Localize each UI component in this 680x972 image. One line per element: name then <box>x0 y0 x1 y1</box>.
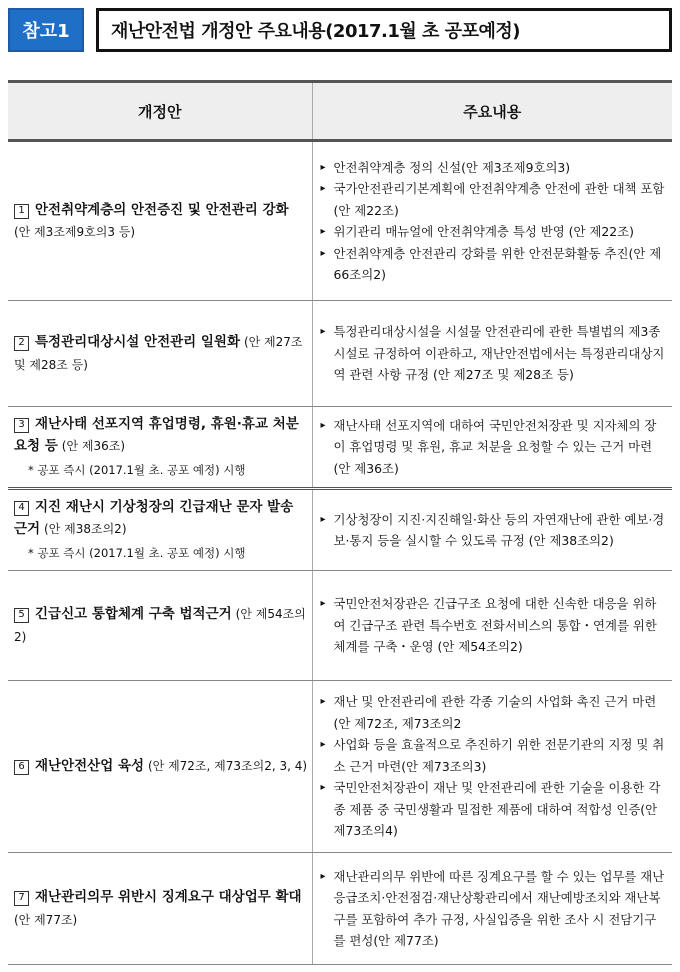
item-number-box: 1 <box>14 204 29 219</box>
contents-cell <box>312 853 672 965</box>
amendment-cell <box>8 407 312 489</box>
column-header-contents: 주요내용 <box>312 82 672 141</box>
contents-cell <box>312 301 672 407</box>
content-bullet: ▸ 기상청장이 지진·지진해일·화산 등의 자연재난에 관한 예보·경보·통지 등을 실시할 수 있도록 규정 (안 제38조의2) <box>321 509 669 552</box>
table-header-row <box>8 82 672 141</box>
table-row <box>8 571 672 681</box>
item-number-box: 5 <box>14 608 29 623</box>
enforcement-note: * 공포 즉시 (2017.1월 초. 공포 예정) 시행 <box>28 545 246 560</box>
amendment-cell <box>8 681 312 853</box>
amendment-title: 재난안전산업 육성 <box>35 758 145 775</box>
header <box>8 8 672 52</box>
item-number-box: 6 <box>14 760 29 775</box>
amendment-title: 지진 재난시 기상청장의 긴급재난 문자 발송 근거 <box>14 498 294 538</box>
content-bullet: ▸ 국가안전관리기본계획에 안전취약계층 안전에 관한 대책 포함(안 제22조) <box>321 178 669 221</box>
content-bullet: ▸ 특정관리대상시설을 시설물 안전관리에 관한 특별법의 제3종 시설로 규정하여 이관하고, 재난안전법에서는 특정관리대상지역 관련 사항 규정 (안 제27조 및 제28조 등) <box>321 321 669 386</box>
article-reference: (안 제27조 및 제28조 등) <box>14 335 303 372</box>
item-number-box: 4 <box>14 501 29 516</box>
article-reference: (안 제36조) <box>61 439 126 454</box>
amendment-title: 특정관리대상시설 안전관리 일원화 <box>35 334 241 350</box>
table-row <box>8 853 672 965</box>
content-bullet: ▸ 안전취약계층 안전관리 강화를 위한 안전문화활동 추진(안 제66조의2) <box>321 243 669 286</box>
amendment-title: 재난사태 선포지역 휴업명령, 휴원·휴교 처분 요청 등 <box>14 415 299 455</box>
table-row <box>8 407 672 489</box>
contents-cell <box>312 571 672 681</box>
amendment-title: 재난관리의무 위반시 징계요구 대상업무 확대 <box>35 889 302 905</box>
contents-cell <box>312 407 672 489</box>
content-bullet: ▸ 위기관리 매뉴얼에 안전취약계층 특성 반영 (안 제22조) <box>321 221 669 243</box>
enforcement-note: * 공포 즉시 (2017.1월 초. 공포 예정) 시행 <box>28 462 246 477</box>
contents-cell <box>312 489 672 571</box>
content-bullet: ▸ 사업화 등을 효율적으로 추진하기 위한 전문기관의 지정 및 취소 근거 마련(안 제73조의3) <box>321 734 669 777</box>
amendment-cell <box>8 141 312 301</box>
content-bullet: ▸ 국민안전처장관이 재난 및 안전관리에 관한 기술을 이용한 각종 제품 중 국민생활과 밀접한 제품에 대하여 적합성 인증(안 제73조의4) <box>321 777 669 842</box>
amendment-cell <box>8 301 312 407</box>
content-bullet: ▸ 국민안전처장관은 긴급구조 요청에 대한 신속한 대응을 위하여 긴급구조 관련 특수번호 전화서비스의 통합・연계를 위한 체계를 구축・운영 (안 제54조의2) <box>321 593 669 658</box>
content-bullet: ▸ 재난사태 선포지역에 대하여 국민안전처장관 및 지자체의 장이 휴업명령 및 휴원, 휴교 처분을 요청할 수 있는 근거 마련(안 제36조) <box>321 415 669 480</box>
article-reference: (안 제54조의2) <box>14 607 306 644</box>
article-reference: (안 제3조제9호의3 등) <box>14 225 136 239</box>
content-bullet: ▸ 재난 및 안전관리에 관한 각종 기술의 사업화 촉진 근거 마련(안 제72조, 제73조의2 <box>321 691 669 734</box>
item-number-box: 3 <box>14 418 29 433</box>
item-number-box: 2 <box>14 336 29 351</box>
contents-cell <box>312 681 672 853</box>
table-row <box>8 681 672 853</box>
column-header-amendment: 개정안 <box>8 82 312 141</box>
table-row <box>8 489 672 571</box>
article-reference: (안 제77조) <box>14 912 78 927</box>
item-number-box: 7 <box>14 891 29 906</box>
amendment-cell <box>8 571 312 681</box>
article-reference: (안 제72조, 제73조의2, 3, 4) <box>147 759 308 774</box>
document-title: 재난안전법 개정안 주요내용(2017.1월 초 공포예정) <box>96 8 672 52</box>
content-bullet: ▸ 안전취약계층 정의 신설(안 제3조제9호의3) <box>321 157 669 179</box>
table-row <box>8 301 672 407</box>
content-bullet: ▸ 재난관리의무 위반에 따른 징계요구를 할 수 있는 업무를 재난응급조치·안전점검·재난상황관리에서 재난예방조치와 재난복구를 포함하여 추가 규정, 사실입증을 위한 조사 시 전담기구를 편성(안 제77조) <box>321 866 669 952</box>
contents-cell <box>312 141 672 301</box>
amendment-title: 긴급신고 통합체계 구축 법적근거 <box>35 606 232 622</box>
amendment-cell <box>8 853 312 965</box>
article-reference: (안 제38조의2) <box>44 522 127 537</box>
amendment-cell <box>8 489 312 571</box>
amendment-title: 안전취약계층의 안전증진 및 안전관리 강화 <box>35 201 289 218</box>
amendment-table <box>8 80 672 965</box>
table-row <box>8 141 672 301</box>
reference-badge: 참고1 <box>8 8 84 52</box>
